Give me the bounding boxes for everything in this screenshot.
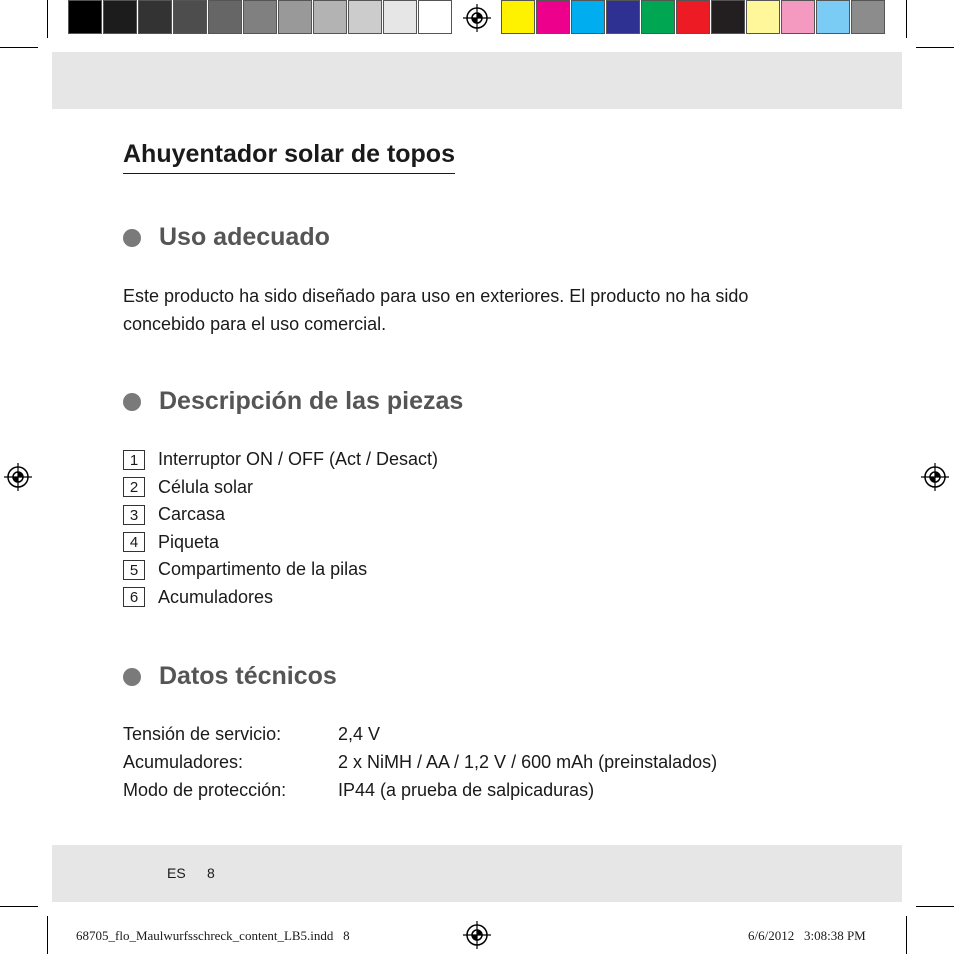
list-item	[123, 474, 438, 502]
bullet-icon	[123, 393, 141, 411]
section-heading-datos	[123, 662, 337, 691]
section-title: Uso adecuado	[159, 223, 330, 251]
section-heading-uso	[123, 223, 330, 252]
tech-value: IP44 (a prueba de salpicaduras)	[338, 779, 595, 800]
list-item	[123, 584, 438, 612]
list-item	[123, 529, 438, 557]
crop-mark	[47, 0, 48, 38]
color-swatch	[606, 0, 640, 34]
registration-mark-icon	[463, 4, 491, 32]
part-number: 6	[123, 587, 145, 607]
crop-mark	[906, 916, 907, 954]
part-label: Interruptor ON / OFF (Act / Desact)	[158, 449, 439, 470]
part-number: 3	[123, 505, 145, 525]
grayscale-bar	[68, 0, 453, 36]
color-swatch	[536, 0, 570, 34]
color-swatch	[103, 0, 137, 34]
color-swatch	[816, 0, 850, 34]
part-number: 4	[123, 532, 145, 552]
bullet-icon	[123, 229, 141, 247]
crop-mark	[916, 906, 954, 907]
color-swatch	[501, 0, 535, 34]
tech-value: 2,4 V	[338, 723, 381, 744]
color-swatch	[851, 0, 885, 34]
slug-date: 6/6/2012 3:08:38 PM	[748, 928, 866, 943]
color-swatch	[746, 0, 780, 34]
crop-mark	[47, 916, 48, 954]
color-swatch	[243, 0, 277, 34]
tech-label: Modo de protección:	[123, 779, 287, 800]
color-swatch	[383, 0, 417, 34]
list-item	[123, 446, 438, 474]
tech-label: Acumuladores:	[123, 751, 244, 772]
crop-mark	[0, 47, 38, 48]
table-row	[123, 748, 717, 776]
footer-page-number: 8	[207, 865, 215, 881]
part-number: 2	[123, 477, 145, 497]
uso-paragraph: Este producto ha sido diseñado para uso en exteriores. El producto no ha sido concebido para el uso comercial.	[123, 286, 749, 334]
registration-mark-icon	[4, 463, 32, 491]
crop-mark	[0, 906, 38, 907]
header-band	[52, 52, 902, 109]
color-swatch	[173, 0, 207, 34]
tech-label: Tensión de servicio:	[123, 723, 282, 744]
footer-language: ES	[167, 865, 186, 881]
color-bar	[501, 0, 886, 36]
part-number: 1	[123, 450, 145, 470]
table-row	[123, 720, 717, 748]
parts-list	[123, 446, 438, 611]
crop-mark	[916, 47, 954, 48]
color-swatch	[68, 0, 102, 34]
color-swatch	[711, 0, 745, 34]
registration-mark-icon	[921, 463, 949, 491]
color-swatch	[313, 0, 347, 34]
color-swatch	[676, 0, 710, 34]
slug-filename: 68705_flo_Maulwurfsschreck_content_LB5.indd 8	[76, 928, 350, 943]
color-swatch	[138, 0, 172, 34]
color-swatch	[418, 0, 452, 34]
page-title: Ahuyentador solar de topos	[123, 140, 455, 174]
table-row	[123, 776, 717, 804]
bullet-icon	[123, 668, 141, 686]
section-heading-piezas	[123, 387, 463, 416]
part-label: Célula solar	[158, 476, 254, 497]
color-swatch	[641, 0, 675, 34]
color-swatch	[278, 0, 312, 34]
list-item	[123, 501, 438, 529]
part-label: Compartimento de la pilas	[158, 559, 368, 580]
color-swatch	[781, 0, 815, 34]
crop-mark	[906, 0, 907, 38]
section-title: Datos técnicos	[159, 662, 337, 690]
tech-data-table	[123, 720, 717, 804]
section-title: Descripción de las piezas	[159, 387, 464, 415]
list-item	[123, 556, 438, 584]
color-swatch	[348, 0, 382, 34]
part-number: 5	[123, 560, 145, 580]
part-label: Carcasa	[158, 504, 226, 525]
registration-mark-icon	[463, 921, 491, 949]
color-swatch	[571, 0, 605, 34]
part-label: Piqueta	[158, 531, 220, 552]
color-swatch	[208, 0, 242, 34]
part-label: Acumuladores	[158, 586, 274, 607]
tech-value: 2 x NiMH / AA / 1,2 V / 600 mAh (preinstalados)	[338, 751, 718, 772]
